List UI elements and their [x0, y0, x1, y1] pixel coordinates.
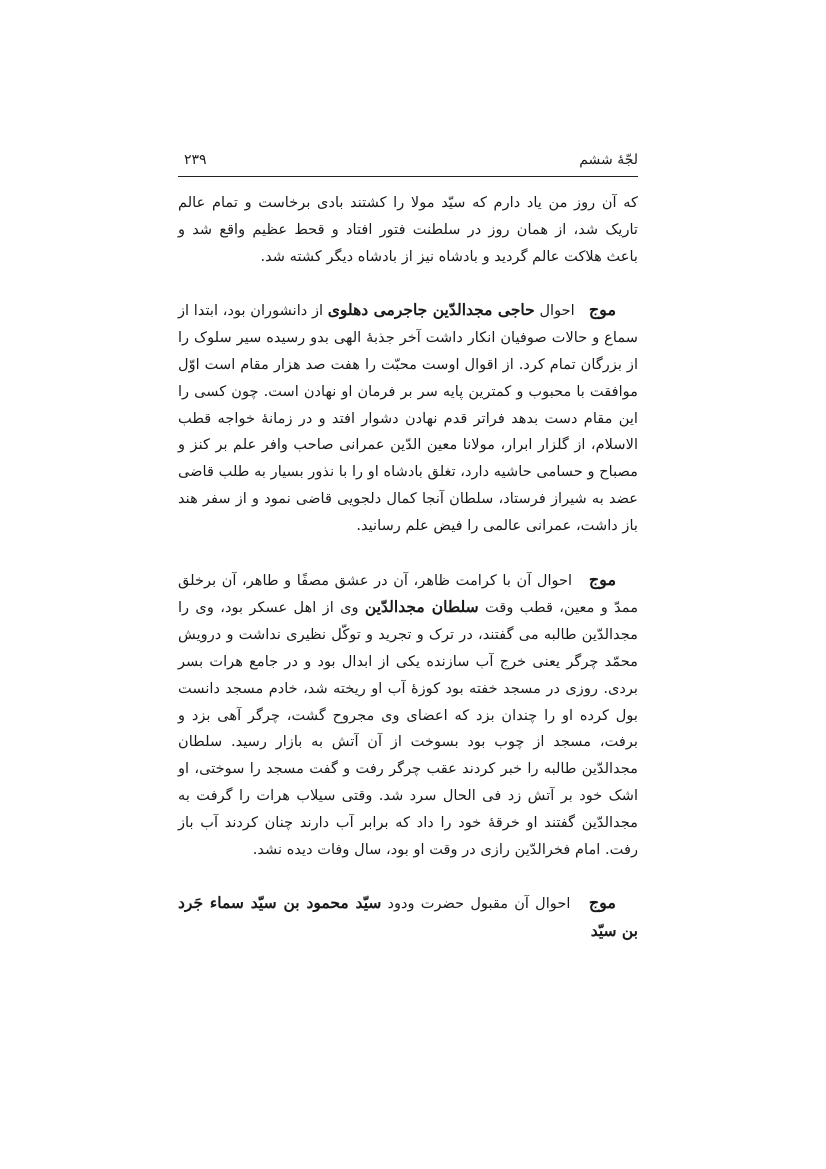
entry-sayyid-mahmud	[178, 890, 638, 946]
running-header	[178, 150, 638, 174]
entry-heading-word: موج	[588, 300, 617, 320]
entry-heading-word: موج	[588, 569, 617, 589]
paragraph-opening: که آن روز من یاد دارم که سیّد مولا را کشتند بادی برخاست و تمام عالم تاریک شد، از همان روز در سلطنت فتور افتاد و قحط عظیم واقع شد و باعث هلاکت عالم گردید و بادشاه نیز از بادشاه دیگر کشته شد.	[178, 194, 638, 265]
person-name: سیّد محمود بن سیّد سماء جَرد بن سیّد	[178, 893, 638, 941]
page-body	[178, 190, 638, 946]
page-number: ۲۳۹	[184, 152, 207, 168]
entry-intro: احوال آن مقبول حضرت ودود	[387, 895, 571, 913]
person-name: حاجی مجدالدّین جاجرمی دهلوی	[327, 300, 535, 320]
section-title: لجّهٔ ششم	[579, 152, 638, 168]
entry-intro: احوال آن با کرامت ظاهر، آن در عشق مصفًا و طاهر، آن برخلق ممدّ و معین، قطب وقت	[178, 571, 639, 617]
book-page	[178, 0, 638, 1169]
entry-heading-word: موج	[588, 893, 616, 913]
header-rule	[178, 176, 638, 177]
person-name: سلطان مجدالدّین	[364, 597, 479, 617]
entry-text: وی از اهل عسکر بود، وی را مجدالدّین طالبه می گفتند، در ترک و تجرید و توکّل نظیری نداشت و درویش محمّد چرگر یعنی خرج آب سازنده یکی از ابدال بود و در جامع هرات بسر بردی. روزی در مسجد خفته بود کوزهٔ آب او ریخته شد، خادم مسجد دانست بول کرده او را چندان بزد که اعضای وی مجروح گشت، چرگر آهی بزد و برفت، مسجد از چوب بود بسوخت از آن آتش به بازار رسید. سلطان مجدالدّین طالبه را خبر کردند عقب چرگر رفت و گفت مسجد را سوختی، او اشک خود بر آتش زد فی الحال سرد شد. وقتی سیلاب هرات را گرفت به مجدالدّین گفتند او خرقهٔ خود را داد که برابر آب دارند چنان کردند آب باز رفت. امام فخرالدّین رازی در وقت او بود، سال وفات دیده نشد.	[178, 599, 638, 858]
entry-majd-al-din-jajarmi	[178, 297, 638, 539]
entry-text: از دانشوران بود، ابتدا از سماع و حالات صوفیان انکار داشت آخر جذبهٔ الهی بدو رسیده سیر سلوک را از بزرگان تمام کرد. از اقوال اوست محبّت را هفت صد هزار مقام است اوّل موافقت با محبوب و کمترین پایه سر بر فرمان او نهادن است. چون کسی را این مقام دست بدهد فراتر قدم نهادن دشوار افتد و در زمانهٔ خواجه قطب الاسلام، از گلزار ابرار، مولانا معین الدّین عمرانی صاحب وافر علم بر کنز و مصباح و حسامی حاشیه دارد، تغلق بادشاه او را با نذور بسیار به طلب قاضی عضد به شیراز فرستاد، سلطان آنجا کمال دلجویی قاضی نمود و از سفر هند باز داشت، عمرانی عالمی را فیض علم رسانید.	[178, 302, 638, 534]
entry-sultan-majd-al-din	[178, 567, 638, 864]
entry-intro: احوال	[539, 302, 575, 320]
